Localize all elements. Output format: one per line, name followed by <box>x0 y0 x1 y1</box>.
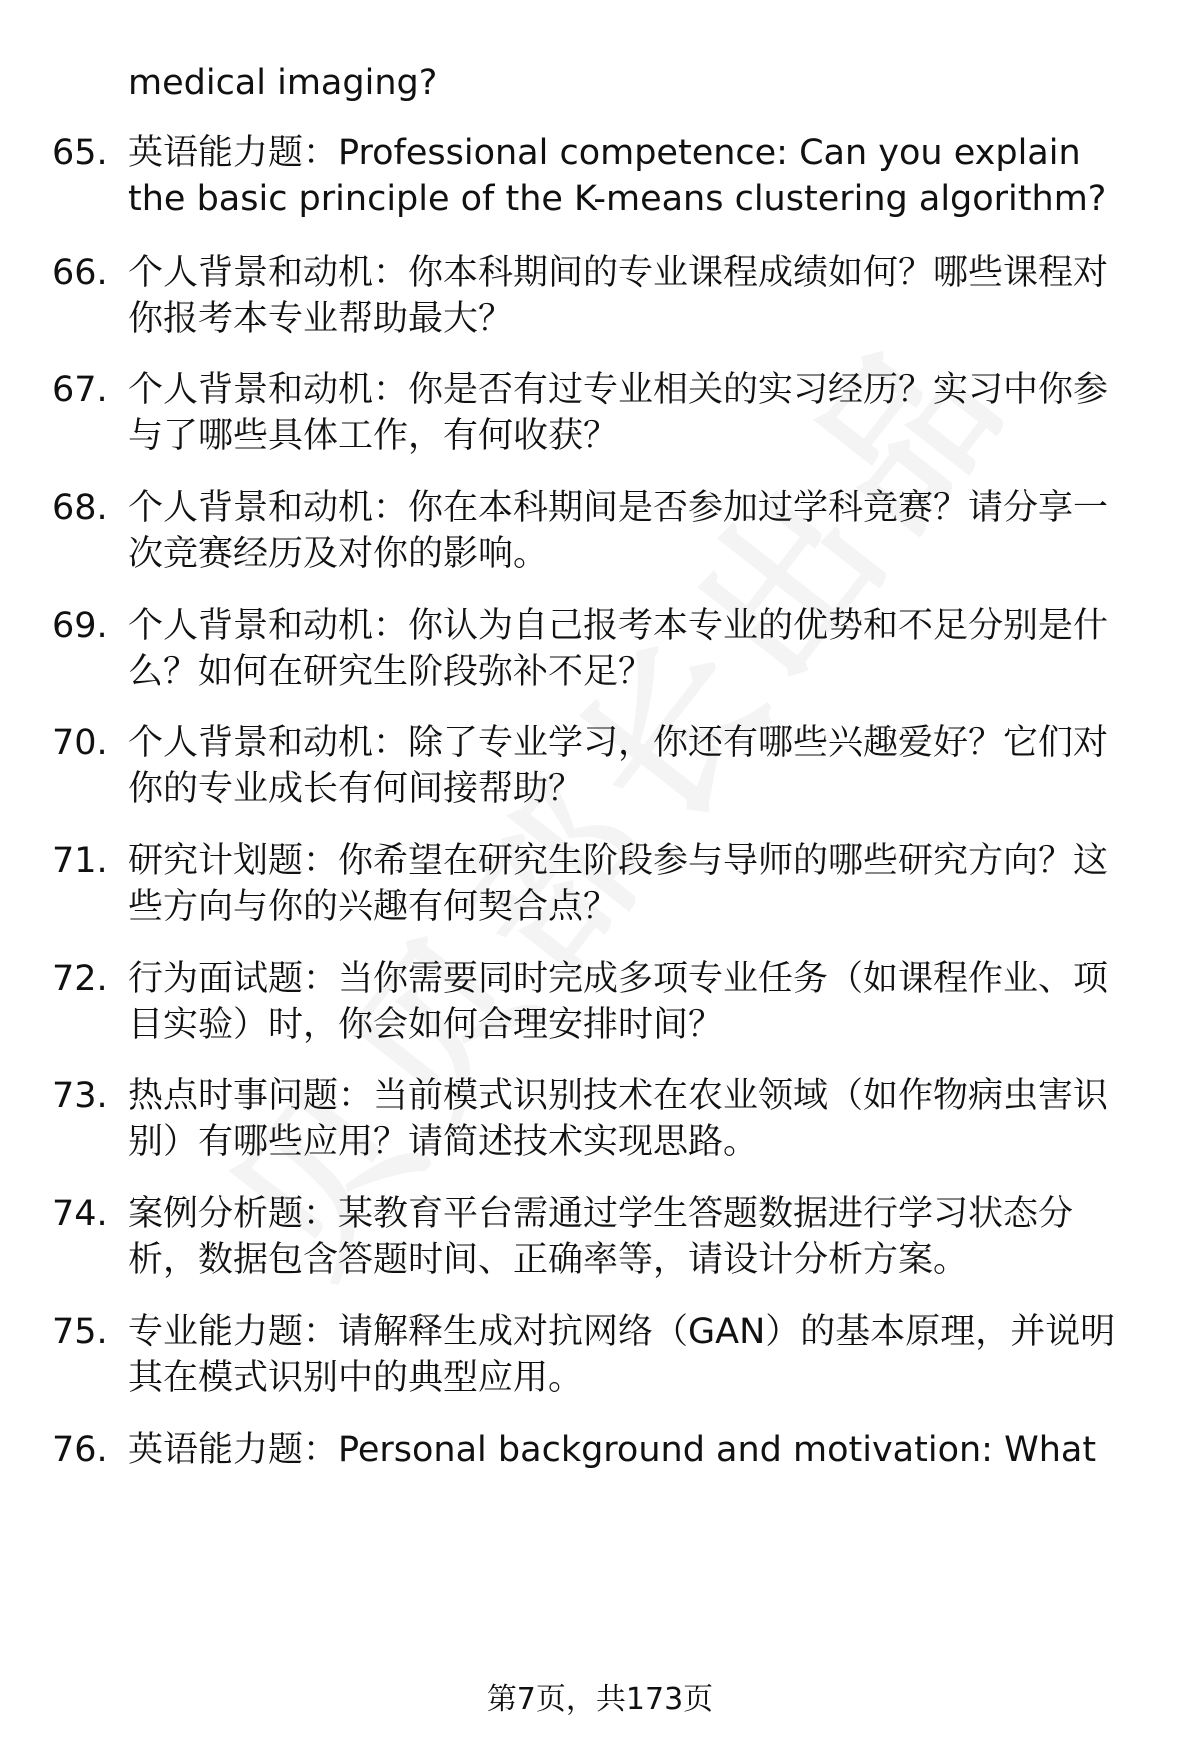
question-text: 个人背景和动机：你认为自己报考本专业的优势和不足分别是什么？如何在研究生阶段弥补不足？ <box>128 606 1109 692</box>
question-text: 英语能力题：Professional competence: Can you explain the basic principle of the K-means clustering algorithm? <box>128 133 1107 219</box>
question-number: 72. <box>52 959 108 999</box>
question-text: 案例分析题：某教育平台需通过学生答题数据进行学习状态分析，数据包含答题时间、正确率等，请设计分析方案。 <box>128 1194 1074 1280</box>
continuation-text: medical imaging? <box>128 63 438 103</box>
question-number: 73. <box>52 1076 108 1116</box>
question-text: 英语能力题：Personal background and motivation: What <box>128 1430 1097 1470</box>
question-text: 行为面试题：当你需要同时完成多项专业任务（如课程作业、项目实验）时，你会如何合理安排时间？ <box>128 959 1109 1045</box>
question-number: 75. <box>52 1312 108 1352</box>
page-footer: 第7页，共173页 <box>486 1682 714 1717</box>
question-text: 个人背景和动机：除了专业学习，你还有哪些兴趣爱好？它们对你的专业成长有何间接帮助？ <box>128 723 1109 809</box>
question-text: 热点时事问题：当前模式识别技术在农业领域（如作物病虫害识别）有哪些应用？请简述技术实现思路。 <box>128 1076 1109 1162</box>
question-text: 个人背景和动机：你是否有过专业相关的实习经历？实习中你参与了哪些具体工作，有何收获？ <box>128 370 1109 456</box>
question-text: 专业能力题：请解释生成对抗网络（GAN）的基本原理，并说明其在模式识别中的典型应用。 <box>128 1312 1116 1398</box>
question-number: 74. <box>52 1194 108 1234</box>
question-text: 研究计划题：你希望在研究生阶段参与导师的哪些研究方向？这些方向与你的兴趣有何契合点？ <box>128 841 1109 927</box>
question-number: 67. <box>52 370 108 410</box>
question-number: 68. <box>52 488 108 528</box>
question-number: 70. <box>52 723 108 763</box>
question-text: 个人背景和动机：你在本科期间是否参加过学科竞赛？请分享一次竞赛经历及对你的影响。 <box>128 488 1109 574</box>
question-number: 65. <box>52 133 108 173</box>
question-number: 69. <box>52 606 108 646</box>
question-number: 76. <box>52 1430 108 1470</box>
question-number: 66. <box>52 253 108 293</box>
question-number: 71. <box>52 841 108 881</box>
question-text: 个人背景和动机：你本科期间的专业课程成绩如何？哪些课程对你报考本专业帮助最大？ <box>128 253 1109 339</box>
